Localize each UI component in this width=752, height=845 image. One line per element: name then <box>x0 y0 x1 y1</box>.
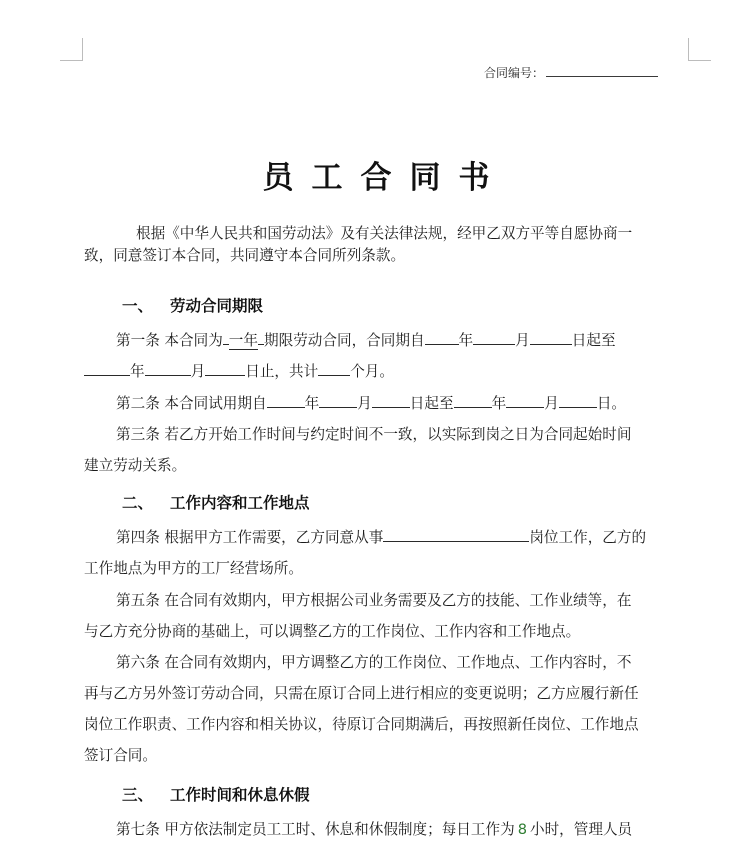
article-4-text: 第四条 根据甲方工作需要，乙方同意从事 <box>116 529 384 546</box>
section-number: 二、 <box>122 493 154 512</box>
article-3-line-2: 建立劳动关系。 <box>84 457 187 474</box>
blank[interactable] <box>318 360 350 376</box>
article-1-line-2 <box>84 356 688 387</box>
article-7-hours: 8 <box>517 821 527 838</box>
title-char: 合 <box>360 160 392 196</box>
section-title: 劳动合同期限 <box>170 296 264 315</box>
article-1-text: 第一条 本合同为 <box>116 332 223 349</box>
article-1-text: 日起至 <box>571 332 616 349</box>
article-2 <box>84 388 720 419</box>
article-3-line-1: 第三条 若乙方开始工作时间与约定时间不一致，以实际到岗之日为合同起始时间 <box>116 426 632 443</box>
blank[interactable] <box>145 360 191 376</box>
article-2-text: 日起至 <box>409 395 454 412</box>
article-6-line-1: 第六条 在合同有效期内，甲方调整乙方的工作岗位、工作地点、工作内容时，不 <box>116 654 632 671</box>
title-char: 工 <box>311 160 343 196</box>
position-blank[interactable] <box>383 526 529 542</box>
blank[interactable] <box>84 360 130 376</box>
preamble-line-2: 致，同意签订本合同，共同遵守本合同所列条款。 <box>84 247 406 264</box>
blank[interactable] <box>559 392 597 408</box>
article-1-line-1 <box>84 325 720 356</box>
month-label: 月 <box>190 363 206 380</box>
article-7-text: 第七条 甲方依法制定员工工时、休息和休假制度；每日工作为 <box>116 821 515 838</box>
month-label: 月 <box>544 395 559 412</box>
month-label: 月 <box>515 332 530 349</box>
blank[interactable] <box>454 392 492 408</box>
blank[interactable] <box>267 392 305 408</box>
section-title: 工作时间和休息休假 <box>170 785 310 804</box>
section-title: 工作内容和工作地点 <box>170 493 310 512</box>
section-number: 一、 <box>122 296 154 315</box>
article-1-term: 一年 <box>228 332 258 349</box>
article-6-line-3: 岗位工作职责、工作内容和相关协议，待原订合同期满后，再按照新任岗位、工作地点 <box>84 716 639 733</box>
title-char: 同 <box>409 160 441 196</box>
page-corner-mark-top-left <box>60 38 83 61</box>
year-label: 年 <box>491 395 507 412</box>
article-2-text: 日。 <box>596 395 627 412</box>
blank[interactable] <box>506 392 544 408</box>
article-4-line-1 <box>84 522 720 553</box>
article-5-line-1: 第五条 在合同有效期内，甲方根据公司业务需要及乙方的技能、工作业绩等，在 <box>116 592 632 609</box>
contract-number-blank[interactable] <box>546 65 658 77</box>
contract-number-field <box>484 64 658 81</box>
blank[interactable] <box>473 329 515 345</box>
contract-number-label: 合同编号： <box>484 66 545 80</box>
section-heading-1 <box>122 294 263 316</box>
article-2-text: 第二条 本合同试用期自 <box>116 395 267 412</box>
title-char: 书 <box>458 160 490 196</box>
section-heading-3 <box>122 783 310 805</box>
page-corner-mark-top-right <box>688 38 711 61</box>
document-title <box>0 152 752 197</box>
blank[interactable] <box>205 360 245 376</box>
month-label: 月 <box>357 395 372 412</box>
article-7-text: 小时，管理人员 <box>529 821 633 838</box>
blank[interactable] <box>425 329 459 345</box>
year-label: 年 <box>304 395 320 412</box>
year-label: 年 <box>458 332 474 349</box>
article-1-text: 日止，共计 <box>245 363 319 380</box>
section-number: 三、 <box>122 785 154 804</box>
article-6-line-4: 签订合同。 <box>84 747 157 764</box>
blank[interactable] <box>319 392 357 408</box>
blank[interactable] <box>223 329 229 345</box>
article-4-line-2: 工作地点为甲方的工厂经营场所。 <box>84 560 303 577</box>
blank[interactable] <box>372 392 410 408</box>
blank[interactable] <box>530 329 572 345</box>
title-char: 员 <box>262 160 294 196</box>
year-label: 年 <box>130 363 145 380</box>
article-7-line-1 <box>84 814 720 845</box>
preamble-line-1: 根据《中华人民共和国劳动法》及有关法律法规，经甲乙双方平等自愿协商一 <box>136 225 633 242</box>
article-5-line-2: 与乙方充分协商的基础上，可以调整乙方的工作岗位、工作内容和工作地点。 <box>84 623 581 640</box>
section-heading-2 <box>122 491 310 513</box>
article-4-text: 岗位工作，乙方的 <box>529 529 647 546</box>
article-6-line-2: 再与乙方另外签订劳动合同，只需在原订合同上进行相应的变更说明；乙方应履行新任 <box>84 685 639 702</box>
article-1-text: 个月。 <box>350 363 394 380</box>
article-1-text: 期限劳动合同，合同期自 <box>264 332 425 349</box>
